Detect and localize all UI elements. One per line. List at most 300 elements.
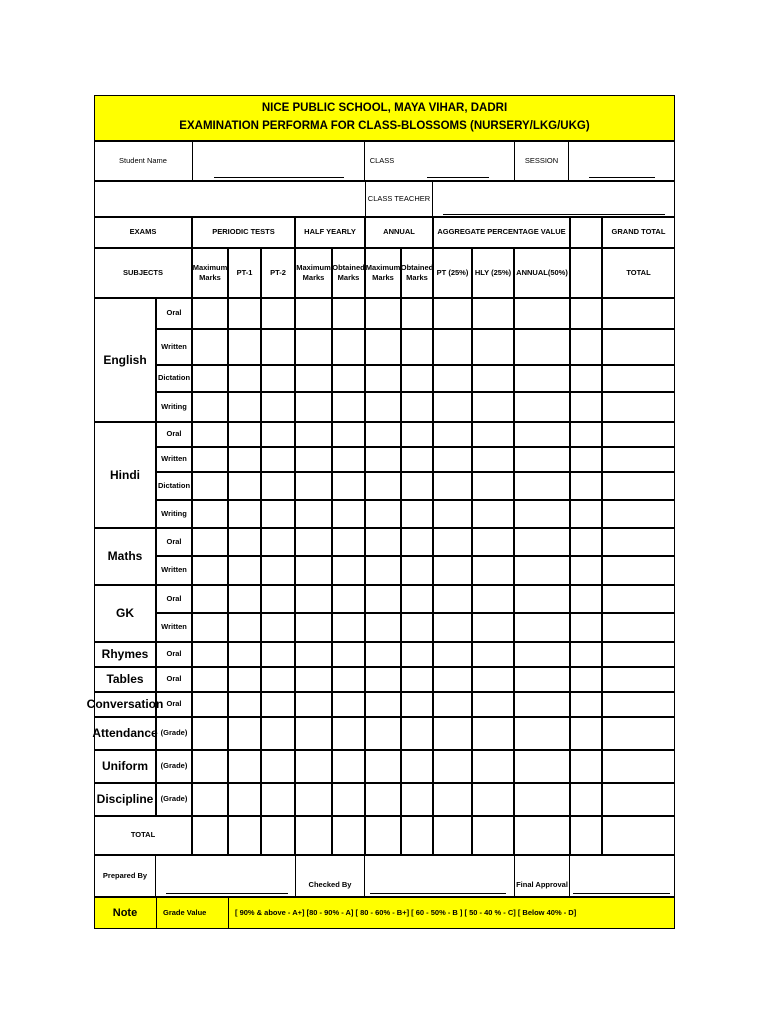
marks-cell [295, 556, 332, 585]
col-aggregate: AGGREGATE PERCENTAGE VALUE [433, 217, 570, 248]
marks-cell [602, 556, 675, 585]
component-conversation-oral: Oral [156, 692, 192, 717]
checked-by-label: Checked By [308, 879, 352, 889]
marks-cell [514, 365, 570, 392]
marks-cell [401, 692, 433, 717]
col-blank [570, 217, 602, 248]
marks-cell [332, 692, 365, 717]
max-marks-line2: Marks [372, 273, 394, 282]
marks-cell [472, 667, 514, 692]
component-hindi-dictation: Dictation [156, 472, 192, 500]
marks-cell [602, 472, 675, 500]
marks-cell [401, 500, 433, 528]
marks-cell [570, 365, 602, 392]
component-rhymes-oral: Oral [156, 642, 192, 667]
marks-cell [401, 447, 433, 472]
component-hindi-oral: Oral [156, 422, 192, 447]
marks-cell [401, 472, 433, 500]
marks-cell [228, 667, 261, 692]
col-annual: ANNUAL [365, 217, 433, 248]
marks-cell [514, 750, 570, 783]
col-hly25: HLY (25%) [472, 248, 514, 298]
marks-cell [570, 298, 602, 329]
marks-cell [295, 365, 332, 392]
marks-cell [472, 528, 514, 556]
marks-cell [295, 717, 332, 750]
student-name-blank [214, 177, 344, 178]
subject-rhymes: Rhymes [94, 642, 156, 667]
marks-cell [261, 717, 295, 750]
marks-cell [365, 585, 401, 613]
component-gk-written: Written [156, 613, 192, 642]
marks-cell [514, 556, 570, 585]
marks-cell [192, 717, 228, 750]
marks-cell [433, 500, 472, 528]
obtained-line1: Obtained [400, 262, 434, 272]
marks-cell [365, 472, 401, 500]
col-pt2: PT-2 [261, 248, 295, 298]
component-gk-oral: Oral [156, 585, 192, 613]
marks-cell [570, 816, 602, 855]
marks-cell [514, 422, 570, 447]
marks-cell [365, 692, 401, 717]
marks-cell [401, 392, 433, 422]
subject-total: TOTAL [94, 816, 192, 855]
subject-discipline: Discipline [94, 783, 156, 816]
marks-cell [332, 613, 365, 642]
marks-cell [570, 783, 602, 816]
marks-cell [295, 298, 332, 329]
marks-cell [295, 783, 332, 816]
marks-cell [570, 556, 602, 585]
school-name: NICE PUBLIC SCHOOL, MAYA VIHAR, DADRI [261, 102, 508, 115]
marks-cell [192, 422, 228, 447]
marks-cell [602, 365, 675, 392]
marks-cell [401, 365, 433, 392]
marks-cell [433, 717, 472, 750]
max-marks-line1: Maximum [192, 262, 228, 272]
marks-cell [433, 585, 472, 613]
marks-cell [433, 816, 472, 855]
marks-cell [192, 500, 228, 528]
marks-cell [514, 392, 570, 422]
marks-cell [401, 613, 433, 642]
marks-cell [332, 717, 365, 750]
marks-cell [261, 556, 295, 585]
marks-cell [261, 667, 295, 692]
marks-cell [192, 750, 228, 783]
marks-cell [295, 642, 332, 667]
marks-cell [472, 816, 514, 855]
subject-attendance: Attendance [94, 717, 156, 750]
marks-cell [261, 585, 295, 613]
marks-cell [332, 642, 365, 667]
marks-cell [332, 472, 365, 500]
marks-cell [433, 329, 472, 365]
marks-cell [401, 783, 433, 816]
marks-cell [433, 692, 472, 717]
component-uniform-grade: (Grade) [156, 750, 192, 783]
marks-cell [192, 556, 228, 585]
marks-cell [602, 613, 675, 642]
marks-cell [570, 447, 602, 472]
marks-cell [365, 556, 401, 585]
marks-cell [261, 447, 295, 472]
obtained-line2: Marks [406, 273, 428, 282]
marks-cell [433, 613, 472, 642]
marks-cell [365, 717, 401, 750]
marks-cell [472, 585, 514, 613]
marks-cell [472, 613, 514, 642]
marks-cell [365, 613, 401, 642]
marks-cell [192, 447, 228, 472]
marks-cell [192, 692, 228, 717]
marks-cell [332, 528, 365, 556]
marks-cell [192, 329, 228, 365]
final-approval-label: Final Approval [516, 879, 568, 889]
marks-cell [472, 422, 514, 447]
marks-cell [570, 472, 602, 500]
component-maths-oral: Oral [156, 528, 192, 556]
component-english-writing: Writing [156, 392, 192, 422]
marks-cell [261, 298, 295, 329]
component-maths-written: Written [156, 556, 192, 585]
marks-cell [365, 329, 401, 365]
marks-cell [433, 750, 472, 783]
marks-cell [261, 692, 295, 717]
marks-cell [192, 585, 228, 613]
marks-cell [192, 298, 228, 329]
subject-hindi: Hindi [94, 422, 156, 528]
marks-cell [365, 528, 401, 556]
component-discipline-grade: (Grade) [156, 783, 192, 816]
marks-cell [332, 750, 365, 783]
marks-cell [365, 422, 401, 447]
marks-cell [433, 422, 472, 447]
marks-cell [228, 692, 261, 717]
student-name-label: Student Name [119, 155, 167, 165]
class-teacher-label: CLASS TEACHER [367, 193, 431, 203]
col-grand-total: GRAND TOTAL [602, 217, 675, 248]
marks-cell [570, 500, 602, 528]
marks-cell [332, 500, 365, 528]
marks-cell [261, 783, 295, 816]
session-label: SESSION [524, 155, 559, 165]
col-periodic-tests: PERIODIC TESTS [192, 217, 295, 248]
marks-cell [514, 298, 570, 329]
marks-cell [261, 816, 295, 855]
marks-cell [332, 556, 365, 585]
marks-cell [261, 392, 295, 422]
marks-cell [295, 528, 332, 556]
marks-cell [602, 783, 675, 816]
marks-cell [228, 422, 261, 447]
marks-cell [570, 750, 602, 783]
marks-cell [514, 667, 570, 692]
col-half-yearly: HALF YEARLY [295, 217, 365, 248]
marks-cell [332, 816, 365, 855]
marks-cell [433, 392, 472, 422]
marks-cell [365, 365, 401, 392]
marks-cell [192, 472, 228, 500]
session-blank [589, 177, 655, 178]
marks-cell [192, 365, 228, 392]
marks-cell [332, 298, 365, 329]
marks-cell [192, 613, 228, 642]
col-blank-2 [570, 248, 602, 298]
marks-cell [365, 642, 401, 667]
marks-cell [472, 556, 514, 585]
marks-cell [228, 528, 261, 556]
marks-cell [261, 642, 295, 667]
marks-cell [514, 717, 570, 750]
component-english-dictation: Dictation [156, 365, 192, 392]
marks-cell [332, 447, 365, 472]
marks-cell [602, 816, 675, 855]
component-hindi-writing: Writing [156, 500, 192, 528]
marks-cell [401, 585, 433, 613]
marks-cell [401, 329, 433, 365]
marks-cell [228, 783, 261, 816]
marks-cell [514, 816, 570, 855]
marks-cell [472, 329, 514, 365]
marks-cell [365, 298, 401, 329]
marks-cell [228, 472, 261, 500]
marks-cell [228, 556, 261, 585]
marks-cell [261, 422, 295, 447]
marks-cell [602, 447, 675, 472]
marks-cell [602, 422, 675, 447]
component-hindi-written: Written [156, 447, 192, 472]
marks-cell [228, 717, 261, 750]
marks-cell [228, 392, 261, 422]
marks-cell [602, 642, 675, 667]
marks-cell [228, 642, 261, 667]
marks-cell [365, 500, 401, 528]
marks-cell [295, 613, 332, 642]
marks-cell [570, 613, 602, 642]
subject-english: English [94, 298, 156, 422]
marks-cell [472, 692, 514, 717]
marks-cell [295, 692, 332, 717]
marks-cell [365, 667, 401, 692]
marks-cell [295, 585, 332, 613]
marks-cell [295, 500, 332, 528]
marks-cell [514, 500, 570, 528]
subject-uniform: Uniform [94, 750, 156, 783]
marks-cell [514, 692, 570, 717]
marks-cell [365, 783, 401, 816]
marks-cell [401, 750, 433, 783]
marks-cell [295, 472, 332, 500]
marks-cell [332, 422, 365, 447]
component-attendance-grade: (Grade) [156, 717, 192, 750]
grade-scale: [ 90% & above - A+] [80 - 90% - A] [ 80 - 60% - B+] [ 60 - 50% - B ] [ 50 - 40 % - C] [ Below 40% - D] [228, 897, 675, 929]
marks-cell [433, 447, 472, 472]
class-teacher-blank [443, 214, 665, 215]
marks-cell [401, 667, 433, 692]
marks-cell [433, 298, 472, 329]
marks-cell [401, 528, 433, 556]
marks-cell [570, 642, 602, 667]
marks-cell [514, 447, 570, 472]
marks-cell [228, 613, 261, 642]
subject-maths: Maths [94, 528, 156, 585]
component-english-oral: Oral [156, 298, 192, 329]
marks-cell [433, 642, 472, 667]
marks-cell [472, 642, 514, 667]
exam-performa-sheet [86, 95, 675, 929]
marks-cell [433, 556, 472, 585]
marks-cell [228, 750, 261, 783]
marks-cell [261, 365, 295, 392]
marks-cell [401, 717, 433, 750]
marks-cell [295, 667, 332, 692]
col-subjects: SUBJECTS [94, 248, 192, 298]
marks-cell [365, 447, 401, 472]
marks-cell [295, 392, 332, 422]
marks-cell [602, 392, 675, 422]
marks-cell [332, 783, 365, 816]
marks-cell [602, 717, 675, 750]
obtained-line1: Obtained [332, 262, 365, 272]
marks-cell [602, 500, 675, 528]
marks-cell [472, 750, 514, 783]
form-title: EXAMINATION PERFORMA FOR CLASS-BLOSSOMS (NURSERY/LKG/UKG) [179, 120, 590, 132]
marks-cell [472, 472, 514, 500]
school-header [94, 95, 675, 141]
col-pt1: PT-1 [228, 248, 261, 298]
marks-cell [401, 422, 433, 447]
marks-cell [228, 816, 261, 855]
marks-cell [514, 329, 570, 365]
marks-cell [570, 585, 602, 613]
marks-cell [332, 365, 365, 392]
marks-cell [295, 750, 332, 783]
marks-cell [602, 692, 675, 717]
marks-cell [228, 365, 261, 392]
col-exams: EXAMS [94, 217, 192, 248]
component-english-written: Written [156, 329, 192, 365]
marks-cell [365, 750, 401, 783]
marks-cell [472, 365, 514, 392]
marks-cell [514, 783, 570, 816]
marks-cell [332, 392, 365, 422]
grade-value-label: Grade Value [156, 897, 228, 929]
marks-cell [602, 528, 675, 556]
marks-cell [472, 298, 514, 329]
col-hy-obtained [332, 248, 365, 298]
marks-cell [602, 750, 675, 783]
marks-cell [365, 816, 401, 855]
max-marks-line2: Marks [302, 273, 325, 282]
subject-conversation: Conversation [94, 692, 156, 717]
marks-cell [433, 528, 472, 556]
marks-cell [472, 783, 514, 816]
marks-cell [433, 365, 472, 392]
marks-cell [570, 692, 602, 717]
col-an-obtained [401, 248, 433, 298]
marks-cell [570, 528, 602, 556]
col-pt-max-marks [192, 248, 228, 298]
marks-cell [514, 528, 570, 556]
marks-cell [192, 783, 228, 816]
marks-cell [514, 613, 570, 642]
marks-cell [332, 585, 365, 613]
marks-cell [401, 642, 433, 667]
marks-cell [472, 717, 514, 750]
marks-cell [261, 500, 295, 528]
marks-cell [332, 667, 365, 692]
marks-cell [228, 447, 261, 472]
marks-cell [192, 642, 228, 667]
marks-cell [295, 816, 332, 855]
final-approval-blank [573, 893, 670, 894]
footer-row [94, 855, 675, 897]
max-marks-line2: Marks [199, 273, 221, 282]
marks-cell [332, 329, 365, 365]
max-marks-line1: Maximum [296, 262, 331, 272]
marks-cell [295, 422, 332, 447]
student-name-cell [192, 141, 365, 181]
class-blank [427, 177, 489, 178]
component-tables-oral: Oral [156, 667, 192, 692]
marks-cell [472, 392, 514, 422]
marks-cell [401, 298, 433, 329]
marks-cell [570, 392, 602, 422]
marks-cell [261, 750, 295, 783]
col-an-max-marks [365, 248, 401, 298]
marks-cell [570, 329, 602, 365]
marks-cell [261, 613, 295, 642]
marks-cell [602, 298, 675, 329]
marks-cell [433, 472, 472, 500]
marks-cell [261, 472, 295, 500]
marks-cell [514, 585, 570, 613]
marks-cell [472, 500, 514, 528]
prepared-by-blank [166, 893, 288, 894]
marks-cell [602, 329, 675, 365]
marks-cell [401, 816, 433, 855]
col-pt25: PT (25%) [433, 248, 472, 298]
col-total: TOTAL [602, 248, 675, 298]
marks-cell [228, 329, 261, 365]
marks-cell [261, 528, 295, 556]
subject-tables: Tables [94, 667, 156, 692]
subject-gk: GK [94, 585, 156, 642]
marks-cell [295, 447, 332, 472]
marks-cell [433, 783, 472, 816]
marks-cell [365, 392, 401, 422]
marks-cell [602, 585, 675, 613]
marks-cell [433, 667, 472, 692]
checked-by-blank [370, 893, 506, 894]
marks-cell [228, 298, 261, 329]
max-marks-line1: Maximum [365, 262, 401, 272]
marks-cell [228, 585, 261, 613]
obtained-line2: Marks [337, 273, 360, 282]
marks-cell [570, 422, 602, 447]
marks-cell [514, 642, 570, 667]
marks-cell [192, 816, 228, 855]
col-annual50: ANNUAL(50%) [514, 248, 570, 298]
col-hy-max-marks [295, 248, 332, 298]
marks-cell [228, 500, 261, 528]
marks-cell [192, 392, 228, 422]
prepared-by-label: Prepared By [94, 855, 156, 897]
marks-cell [192, 528, 228, 556]
marks-cell [261, 329, 295, 365]
